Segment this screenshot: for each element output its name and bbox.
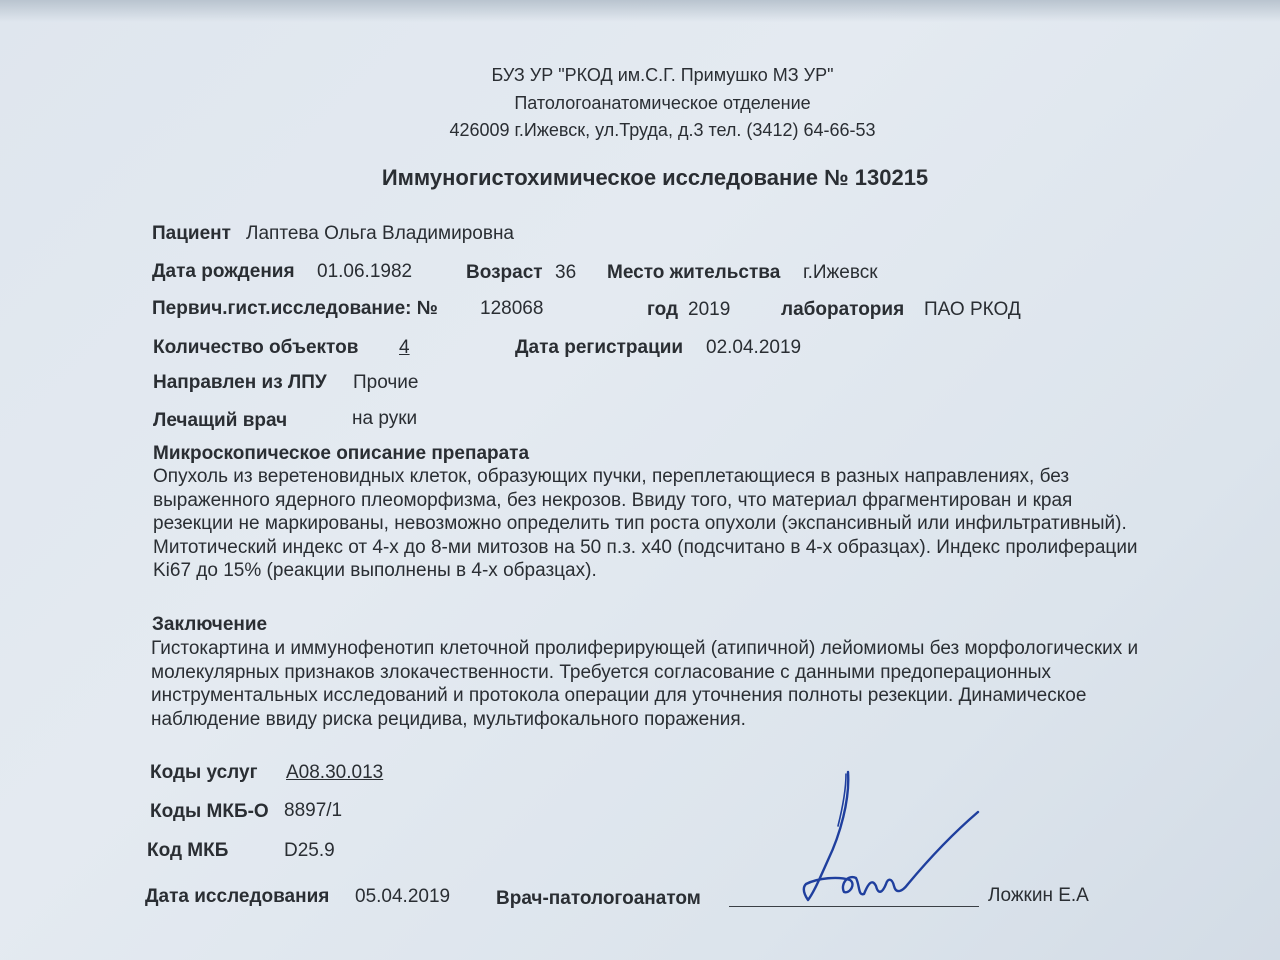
registration-date-label: Дата регистрации [515, 337, 684, 358]
referral-value: Прочие [353, 372, 419, 393]
primary-study-number: 128068 [480, 298, 544, 319]
institution-address: 426009 г.Ижевск, ул.Труда, д.3 тел. (3412) 64-66-53 [449, 120, 876, 140]
age-value: 36 [555, 262, 577, 283]
study-date-value: 05.04.2019 [355, 886, 451, 907]
icd-code-label: Код МКБ [147, 840, 229, 861]
icdo-codes-label: Коды МКБ-О [150, 801, 269, 822]
laboratory-label: лаборатория [781, 299, 905, 320]
referral-label: Направлен из ЛПУ [153, 372, 327, 393]
conclusion-text: Гистокартина и иммунофенотип клеточной пролиферирующей (атипичной) лейомиомы без морфологических и молекулярных признаков злокачественности. Требуется согласование с данными предоперационных инструментальных исследований и протокола операции для уточнения полноты резекции. Динамическое наблюдение ввиду риска рецидива, мультифокального поражения. [151, 638, 1139, 730]
service-codes-label: Коды услуг [150, 762, 258, 783]
pathologist-name: Ложкин Е.А [988, 885, 1089, 906]
icd-code-value: D25.9 [284, 840, 335, 861]
residence-value: г.Ижевск [803, 262, 878, 283]
attending-doctor-value: на руки [352, 408, 418, 429]
conclusion-heading: Заключение [152, 614, 268, 635]
birth-date-label: Дата рождения [152, 261, 295, 282]
study-date-label: Дата исследования [145, 886, 330, 907]
department-name: Патологоанатомическое отделение [514, 93, 811, 113]
patient-label: Пациент [152, 223, 231, 244]
attending-doctor-label: Лечащий врач [153, 410, 288, 431]
year-label: год [647, 299, 679, 320]
document-title: Иммуногистохимическое исследование № 130215 [381, 165, 929, 190]
institution-name: БУЗ УР "РКОД им.С.Г. Примушко МЗ УР" [491, 65, 834, 85]
age-label: Возраст [466, 262, 543, 283]
residence-label: Место жительства [607, 262, 781, 283]
microscopy-text: Опухоль из веретеновидных клеток, образующих пучки, переплетающиеся в разных направлениях, без выраженного ядерного плеоморфизма, без некрозов. Ввиду того, что материал фрагментирован и края резекции не маркированы, невозможно определить тип роста опухоли (экспансивный или инфильтративный). Митотический индекс от 4-х до 8-ми митозов на 50 п.з. х40 (подсчитано в 4-х образцах). Индекс пролиферации Ki67 до 15% (реакции выполнены в 4-х образцах). [153, 466, 1138, 581]
icdo-codes-value: 8897/1 [284, 800, 343, 821]
laboratory-value: ПАО РКОД [924, 299, 1021, 320]
pathologist-label: Врач-патологоанатом [496, 888, 701, 909]
objects-count-value: 4 [399, 337, 410, 358]
year-value: 2019 [688, 299, 731, 320]
objects-count-label: Количество объектов [153, 337, 359, 358]
handwritten-signature [790, 760, 990, 910]
birth-date-value: 01.06.1982 [317, 261, 413, 282]
service-codes-value: A08.30.013 [286, 762, 384, 783]
registration-date-value: 02.04.2019 [706, 337, 802, 358]
microscopy-heading: Микроскопическое описание препарата [153, 443, 530, 464]
primary-study-label: Первич.гист.исследование: № [152, 298, 438, 319]
patient-name: Лаптева Ольга Владимировна [246, 223, 515, 244]
paper-edge-shadow [0, 0, 1280, 22]
